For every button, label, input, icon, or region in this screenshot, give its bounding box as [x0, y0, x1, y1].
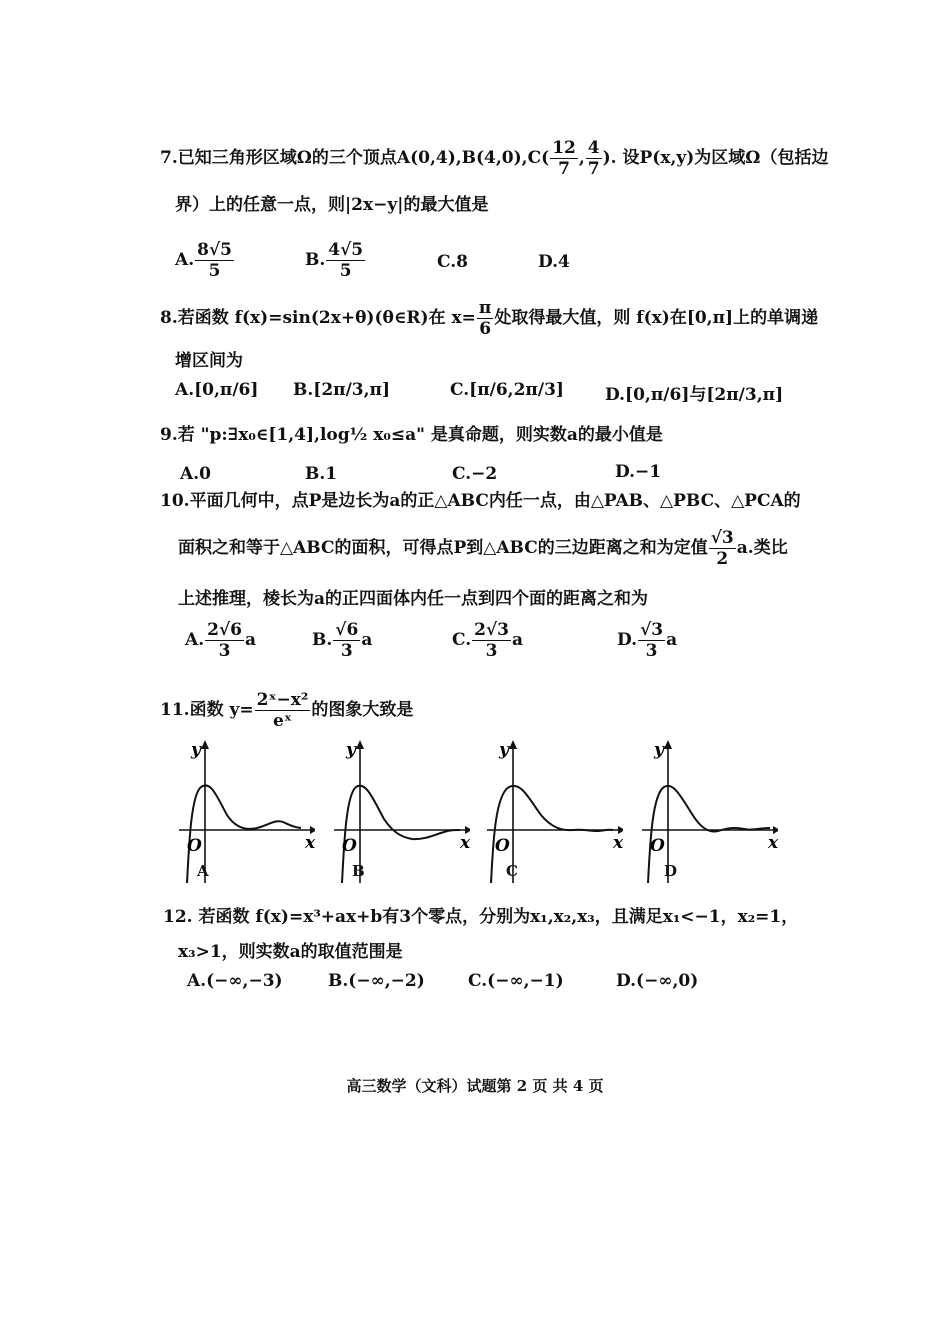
q8-option-a: A.[0,π/6] — [175, 380, 259, 400]
q10-option-d: D. $\frac{√3}{3}$ a — [617, 620, 678, 661]
question-11: 11.函数 y= $\frac{\text{2ˣ−x²}}{\text{eˣ}}$ 的图象大致是 — [160, 690, 414, 731]
q12-option-a: A.(−∞,−3) — [187, 971, 283, 991]
q8-option-d: D.[0,π/6]与[2π/3,π] — [605, 385, 784, 405]
graph-d-y-label: y — [654, 740, 664, 760]
question-8-line-1: 8.若函数 f(x)=sin(2x+θ)(θ∈R)在 x= $\frac{\pi}{6}$ 处取得最大值，则 f(x)在[0,π]上的单调递 — [160, 298, 819, 339]
question-7-line-2: 界）上的任意一点，则|2x−y|的最大值是 — [175, 195, 489, 215]
graph-d — [638, 735, 778, 885]
question-10-line-3: 上述推理，棱长为a的正四面体内任一点到四个面的距离之和为 — [178, 589, 649, 609]
c-x-fraction: $\frac{12}{7}$ — [552, 138, 576, 179]
q12-option-b: B.(−∞,−2) — [328, 971, 425, 991]
graph-c-x-label: x — [613, 833, 623, 853]
graph-d-origin: O — [650, 836, 665, 856]
q9-option-b: B.1 — [305, 464, 338, 484]
graph-b — [330, 735, 470, 885]
q9-option-d: D.−1 — [615, 462, 662, 482]
graph-d-label: D — [664, 862, 678, 880]
graph-a-label: A — [197, 862, 209, 880]
graph-c-y-label: y — [499, 740, 509, 760]
q10-option-a: A. $\frac{2√6}{3}$ a — [185, 620, 256, 661]
graph-b-y-label: y — [346, 740, 356, 760]
q7-option-b: B. $\frac{4√5}{5}$ — [305, 240, 364, 281]
q7-option-c: C.8 — [437, 252, 468, 272]
graph-a-x-label: x — [305, 833, 315, 853]
graph-a-origin: O — [187, 836, 202, 856]
q10-option-b: B. $\frac{√6}{3}$ a — [312, 620, 373, 661]
question-8-line-2: 增区间为 — [175, 351, 243, 371]
question-10-line-2: 面积之和等于△ABC的面积，可得点P到△ABC的三边距离之和为定值 $\frac{√3}{2}$ a.类比 — [178, 528, 788, 569]
question-10-line-1: 10.平面几何中，点P是边长为a的正△ABC内任一点，由△PAB、△PBC、△PCA的 — [160, 491, 801, 511]
q12-option-c: C.(−∞,−1) — [468, 971, 564, 991]
q10-option-c: C. $\frac{2√3}{3}$ a — [452, 620, 524, 661]
question-7-line-1: 7.已知三角形区域Ω的三个顶点A(0,4),B(4,0),C( $\frac{12}{7}$ , $\frac{4}{7}$ ). 设P(x,y)为区域Ω（包括边 — [160, 138, 829, 179]
question-12-line-1: 12. 若函数 f(x)=x³+ax+b有3个零点，分别为x₁,x₂,x₃，且满足x₁<−1，x₂=1， — [163, 907, 799, 927]
q9-option-c: C.−2 — [452, 464, 498, 484]
q9-option-a: A.0 — [180, 464, 211, 484]
graph-a — [175, 735, 315, 885]
q7-option-d: D.4 — [538, 252, 570, 272]
q7-option-a: A. $\frac{8√5}{5}$ — [175, 240, 232, 281]
question-12-line-2: x₃>1，则实数a的取值范围是 — [178, 942, 403, 962]
graph-c-origin: O — [495, 836, 510, 856]
graph-c-label: C — [506, 862, 518, 880]
graph-b-label: B — [352, 862, 365, 880]
graph-a-y-label: y — [191, 740, 201, 760]
c-y-fraction: $\frac{4}{7}$ — [587, 138, 600, 179]
graph-b-origin: O — [342, 836, 357, 856]
page-footer: 高三数学（文科）试题第 2 页 共 4 页 — [346, 1077, 604, 1095]
q8-option-b: B.[2π/3,π] — [293, 380, 391, 400]
question-9: 9.若 "p:∃x₀∈[1,4],log½ x₀≤a" 是真命题，则实数a的最小值是 — [160, 425, 663, 445]
q12-option-d: D.(−∞,0) — [616, 971, 699, 991]
graph-d-x-label: x — [768, 833, 778, 853]
q7-text: 7.已知三角形区域Ω的三个顶点A(0,4),B(4,0),C( — [160, 148, 550, 168]
q8-option-c: C.[π/6,2π/3] — [450, 380, 564, 400]
graph-b-x-label: x — [460, 833, 470, 853]
graph-c — [483, 735, 623, 885]
